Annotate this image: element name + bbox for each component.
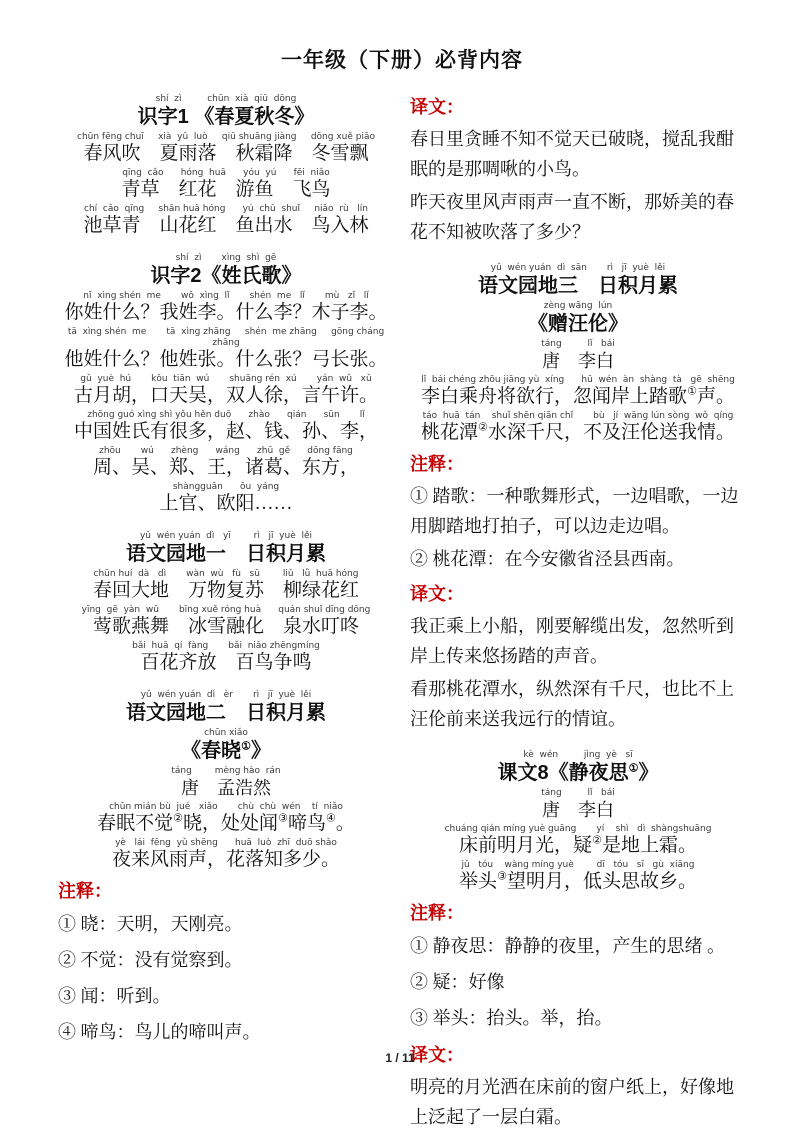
note-item-text: ① 晓：天明，天刚亮。 [58, 914, 243, 934]
section-heading [58, 253, 394, 288]
verse-line-text: 古月胡，口天吴，双人徐，言午许。 [73, 385, 378, 406]
section-heading-text: 识字2《姓氏歌》 [150, 265, 302, 287]
paragraph-text: 看那桃花潭水，纵然深有千尺，也比不上汪伦前来送我远行的情谊。 [410, 679, 734, 729]
pinyin-annotation: chūn xiǎo [204, 728, 248, 738]
verse-line [58, 802, 394, 835]
pinyin-annotation: yǔ wén yuán dì yī rì jī yuè lěi [139, 531, 313, 541]
verse-line [410, 375, 746, 408]
poem-author [410, 788, 746, 821]
pinyin-annotation: lǐ bái chéng zhōu jiāng yù xíng hū wén àn shàng tà gē shēng [421, 375, 735, 385]
pinyin-annotation: yǔ wén yuán dì sān rì jī yuè lěi [490, 263, 666, 273]
verse-line-text: 莺歌燕舞 冰雪融化 泉水叮咚 [92, 616, 359, 637]
note-item [58, 944, 394, 977]
pinyin-annotation: nǐ xìng shén me wǒ xìng lǐ shén me lǐ mù zǐ lǐ [83, 291, 369, 301]
pinyin-annotation: zhōu wú zhèng wáng zhū gě dōng fāng [99, 446, 353, 456]
red-label: 注释： [58, 881, 112, 901]
section-heading-text: 课文8《静夜思①》 [497, 762, 659, 784]
pinyin-annotation: bǎi huā qí fàng bǎi niǎo zhēngmíng [132, 641, 320, 651]
section-heading-text: 语文园地二 日积月累 [126, 702, 326, 724]
verse-line-text: 夜来风雨声，花落知多少。 [111, 849, 340, 870]
pinyin-annotation: jǔ tóu wàng míng yuè dī tóu sī gù xiāng [461, 860, 695, 870]
poem-title [410, 301, 746, 336]
verse-line-text: 春回大地 万物复苏 柳绿花红 [92, 580, 359, 601]
verse-line [58, 482, 394, 515]
verse-line-text: 春眠不觉②晓，处处闻③啼鸟④。 [97, 812, 355, 834]
note-item-text: ③ 闻：听到。 [58, 986, 171, 1006]
verse-line-text: 中国姓氏有很多，赵、钱、孙、李， [73, 421, 378, 442]
verse-line-text: 举头③望明月，低头思故乡。 [459, 870, 697, 892]
poem-title-text: 《赠汪伦》 [528, 313, 628, 335]
verse-line [58, 641, 394, 674]
verse-line-text: 桃花潭②水深千尺，不及汪伦送我情。 [421, 421, 735, 443]
note-item [58, 980, 394, 1013]
paragraph-text: ② 桃花潭：在今安徽省泾县西南。 [410, 549, 685, 569]
paragraph-text: 春日里贪睡不知不觉天已破晓，搅乱我酣眠的是那啁啾的小鸟。 [410, 129, 734, 179]
verse-line-text: 周、吴、郑、王，诸葛、东方， [92, 457, 359, 478]
poem-title-text: 《春晓①》 [181, 740, 271, 762]
section-heading [58, 690, 394, 725]
verse-line [410, 824, 746, 857]
note-item-text: ① 静夜思：静静的夜里，产生的思绪 。 [410, 936, 725, 956]
verse-line-text: 春风吹 夏雨落 秋霜降 冬雪飘 [83, 143, 369, 164]
section-heading [58, 94, 394, 129]
paragraph [410, 187, 746, 247]
poem-author-text: 唐 李白 [542, 351, 614, 371]
section-heading [410, 263, 746, 298]
pinyin-annotation: chí cǎo qīng shān huā hóng yú chū shuǐ niǎo rù lín [84, 204, 368, 214]
red-label: 译文： [410, 1045, 464, 1065]
section-heading [410, 750, 746, 785]
paragraph-text: 昨天夜里风声雨声一直不断，那娇美的春花不知被吹落了多少？ [410, 192, 734, 242]
paragraph [410, 1072, 746, 1131]
pinyin-annotation: gǔ yuè hú kǒu tiān wú shuāng rén xú yán wǔ xǔ [80, 374, 372, 384]
red-label: 译文： [410, 584, 464, 604]
verse-line [410, 860, 746, 893]
red-label: 注释： [410, 903, 464, 923]
pinyin-annotation: táng lǐ bái [541, 339, 615, 349]
verse-line [58, 446, 394, 479]
paragraph [410, 481, 746, 541]
note-item [58, 1016, 394, 1049]
verse-line [58, 204, 394, 237]
verse-line [58, 569, 394, 602]
verse-line [58, 374, 394, 407]
pinyin-annotation: yè lái fēng yǔ shēng huā luò zhī duō shǎo [115, 838, 337, 848]
poem-author-text: 唐 李白 [542, 800, 614, 820]
pinyin-annotation: yǔ wén yuán dì èr rì jī yuè lěi [140, 690, 312, 700]
verse-line-text: 池草青 山花红 鱼出水 鸟入林 [83, 215, 369, 236]
pinyin-annotation: shí zì xìng shì gē [175, 253, 277, 263]
note-item [58, 908, 394, 941]
right-column [410, 94, 746, 1131]
pinyin-annotation: zèng wāng lún [543, 301, 613, 311]
verse-line-text: 青草 红花 游鱼 飞鸟 [121, 179, 331, 200]
two-column-layout [58, 94, 746, 1131]
pinyin-annotation: qīng cǎo hóng huā yóu yú fēi niǎo [122, 168, 330, 178]
verse-line [58, 327, 394, 371]
pinyin-annotation: chūn mián bù jué xiǎo chù chù wén tí niǎo [109, 802, 343, 812]
paragraph [410, 544, 746, 574]
pinyin-annotation: kè wén jìng yè sī [523, 750, 633, 760]
verse-line [58, 132, 394, 165]
verse-line-text: 他姓什么？他姓张。什么张？弓长张。 [64, 349, 388, 370]
verse-line [410, 411, 746, 444]
section-heading-text: 识字1 《春夏秋冬》 [137, 106, 315, 128]
pinyin-annotation: táng lǐ bái [541, 788, 615, 798]
pinyin-annotation: zhōng guó xìng shì yǒu hěn duō zhào qián sūn lǐ [87, 410, 365, 420]
verse-line-text: 李白乘舟将欲行，忽闻岸上踏歌①声。 [421, 385, 735, 407]
red-label: 译文： [410, 97, 464, 117]
paragraph [410, 124, 746, 184]
note-item-text: ③ 举头：抬头。举，抬。 [410, 1008, 613, 1028]
pinyin-annotation: táng mèng hào rán [171, 766, 281, 776]
note-item [410, 930, 746, 963]
verse-line [58, 838, 394, 871]
verse-line-text: 上官、欧阳…… [159, 493, 293, 514]
red-label: 注释： [410, 454, 464, 474]
pinyin-annotation: táo huā tán shuǐ shēn qiān chǐ bù jí wāng lún sòng wǒ qíng [422, 411, 734, 421]
pinyin-annotation: chuáng qián míng yuè guāng yí shì dì shàngshuāng [444, 824, 712, 834]
note-item [410, 966, 746, 999]
section-heading [58, 531, 394, 566]
verse-line [58, 605, 394, 638]
verse-line [58, 291, 394, 324]
paragraph [410, 611, 746, 671]
verse-line-text: 床前明月光，疑②是地上霜。 [459, 834, 697, 856]
verse-line [58, 410, 394, 443]
pinyin-annotation: chūn fēng chuī xià yǔ luò qiū shuāng jiàng dōng xuě piāo [77, 132, 375, 142]
note-item-text: ④ 啼鸟：鸟儿的啼叫声。 [58, 1022, 261, 1042]
pinyin-annotation: tā xìng shén me tā xìng zhāng shén me zhāng gōng cháng zhāng [67, 327, 388, 348]
poem-author-text: 唐 孟浩然 [181, 778, 271, 798]
paragraph-text: ① 踏歌：一种歌舞形式，一边唱歌，一边用脚踏地打拍子，可以边走边唱。 [410, 486, 739, 536]
pinyin-annotation: yīng gē yàn wǔ bīng xuě róng huà quán shuǐ dīng dōng [81, 605, 371, 615]
note-item-text: ② 疑：好像 [410, 972, 505, 992]
pinyin-annotation: shí zì chūn xià qiū dōng [155, 94, 297, 104]
paragraph [410, 674, 746, 734]
verse-line [58, 168, 394, 201]
left-column [58, 94, 394, 1131]
note-item [410, 1002, 746, 1035]
page-title: 一年级（下册）必背内容 [281, 49, 523, 72]
section-heading-text: 语文园地一 日积月累 [126, 543, 326, 565]
poem-author [410, 339, 746, 372]
verse-line-text: 百花齐放 百鸟争鸣 [140, 652, 312, 673]
poem-title [58, 728, 394, 763]
section-heading-text: 语文园地三 日积月累 [478, 275, 678, 297]
note-item-text: ② 不觉：没有觉察到。 [58, 950, 243, 970]
pinyin-annotation: shàngguān ōu yáng [172, 482, 280, 492]
paragraph-text: 明亮的月光洒在床前的窗户纸上，好像地上泛起了一层白霜。 [410, 1077, 734, 1127]
verse-line-text: 你姓什么？我姓李。什么李？木子李。 [64, 302, 388, 323]
pinyin-annotation: chūn huí dà dì wàn wù fù sū liǔ lǜ huā hóng [93, 569, 359, 579]
page-number: 1 / 11 [385, 1051, 415, 1065]
paragraph-text: 我正乘上小船，刚要解缆出发，忽然听到岸上传来悠扬踏的声音。 [410, 616, 734, 666]
poem-author [58, 766, 394, 799]
